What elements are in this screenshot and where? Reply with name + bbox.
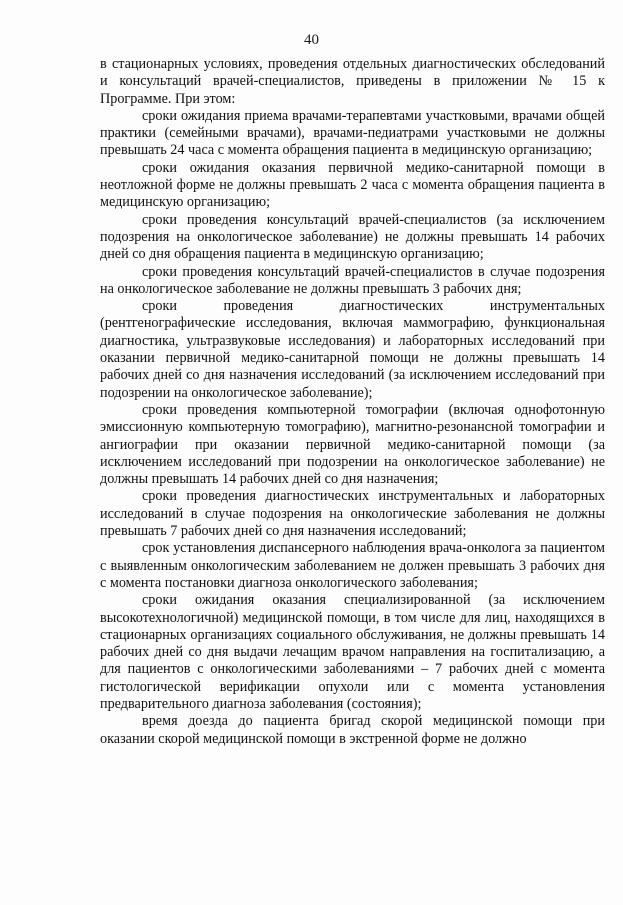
paragraph-oncology-consultation: сроки проведения консультаций врачей-специалистов в случае подозрения на онкологическое заболевание не должны превышать 3 рабочих дня; bbox=[100, 263, 605, 297]
paragraph-therapist-wait: сроки ожидания приема врачами-терапевтами участковыми, врачами общей практики (семейными врачами), врачами-педиатрами участковыми не должны превышать 24 часа с момента обращения пациента в медицинскую организацию; bbox=[100, 107, 605, 159]
paragraph-diagnostic-tests: сроки проведения диагностических инструментальных (рентгенографические исследования, включая маммографию, функциональная диагностика, ультразвуковые исследования) и лабораторных исследований при оказании первичной медико-санитарной помощи не должны превышать 14 рабочих дней со дня назначения исследований (за исключением исследований при подозрении на онкологическое заболевание); bbox=[100, 298, 605, 401]
paragraph-ambulance-arrival: время доезда до пациента бригад скорой медицинской помощи при оказании скорой медицинской помощи в экстренной форме не должно bbox=[100, 713, 605, 747]
page-number: 40 bbox=[304, 32, 319, 48]
paragraph-urgent-care-wait: сроки ожидания оказания первичной медико-санитарной помощи в неотложной форме не должны превышать 2 часа с момента обращения пациента в медицинскую организацию; bbox=[100, 159, 605, 211]
paragraph-oncology-diagnostics: сроки проведения диагностических инструментальных и лабораторных исследований в случае подозрения на онкологические заболевания не должны превышать 7 рабочих дней со дня назначения исследований; bbox=[100, 488, 605, 540]
paragraph-specialized-care-wait: сроки ожидания оказания специализированной (за исключением высокотехнологичной) медицинской помощи, в том числе для лиц, находящихся в стационарных организациях социального обслуживания, не должны превышать 14 рабочих дней со дня выдачи лечащим врачом направления на госпитализацию, а для пациентов с онкологическими заболеваниями – 7 рабочих дней с момента гистологической верификации опухоли или с момента установления предварительного диагноза заболевания (состояния); bbox=[100, 592, 605, 712]
paragraph-specialist-consultation: сроки проведения консультаций врачей-специалистов (за исключением подозрения на онкологическое заболевание) не должны превышать 14 рабочих дней со дня обращения пациента в медицинскую организацию; bbox=[100, 211, 605, 263]
paragraph-continuation: в стационарных условиях, проведения отдельных диагностических обследований и консультаций врачей-специалистов, приведены в приложении № 15 к Программе. При этом: bbox=[100, 56, 605, 107]
paragraph-ct-mri: сроки проведения компьютерной томографии (включая однофотонную эмиссионную компьютерную томографию), магнитно-резонансной томографии и ангиографии при оказании первичной медико-санитарной помощи (за исключением исследований при подозрении на онкологическое заболевание) не должны превышать 14 рабочих дней со дня назначения; bbox=[100, 401, 605, 488]
document-body bbox=[100, 56, 605, 748]
paragraph-dispensary-observation: срок установления диспансерного наблюдения врача-онколога за пациентом с выявленным онкологическим заболеванием не должен превышать 3 рабочих дня с момента постановки диагноза онкологического заболевания; bbox=[100, 540, 605, 591]
